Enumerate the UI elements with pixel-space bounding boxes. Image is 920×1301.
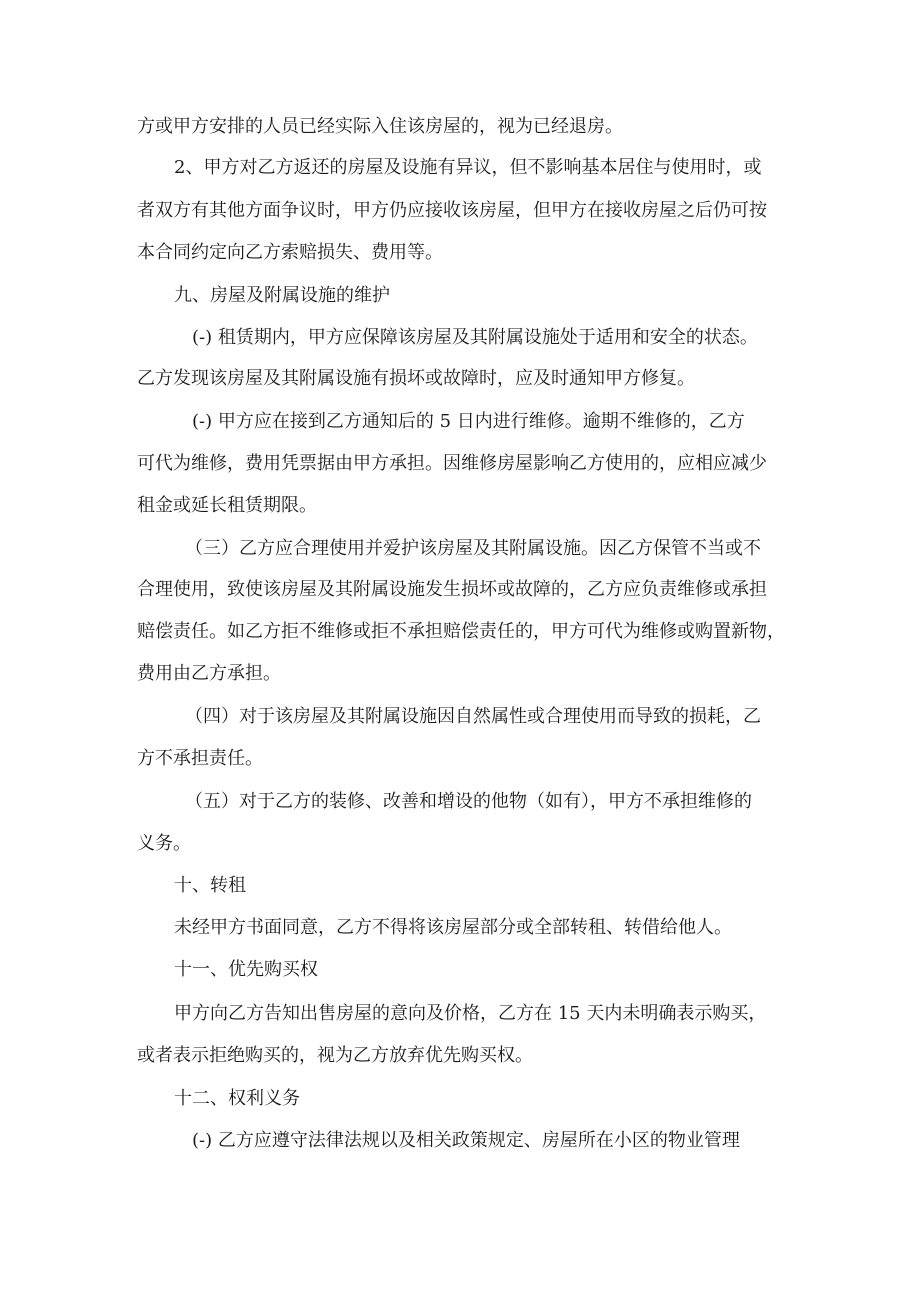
text-line: 租金或延长租赁期限。 <box>137 495 317 516</box>
text-line: 乙方发现该房屋及其附属设施有损坏或故障时，应及时通知甲方修复。 <box>137 368 695 389</box>
section-heading: 九、房屋及附属设施的维护 <box>174 285 390 306</box>
text-line: （四）对于该房屋及其附属设施因自然属性或合理使用而导致的损耗，乙 <box>185 706 761 727</box>
text-line: 可代为维修，费用凭票据由甲方承担。因维修房屋影响乙方使用的，应相应减少 <box>137 453 767 474</box>
text-line: 或者表示拒绝购买的，视为乙方放弃优先购买权。 <box>137 1045 533 1066</box>
text-line: 甲方向乙方告知出售房屋的意向及价格，乙方在 15 天内未明确表示购买， <box>174 1003 767 1024</box>
text-line: 赔偿责任。如乙方拒不维修或拒不承担赔偿责任的，甲方可代为维修或购置新物， <box>137 621 785 642</box>
section-heading: 十一、优先购买权 <box>174 959 318 980</box>
text-line: 者双方有其他方面争议时，甲方仍应接收该房屋，但甲方在接收房屋之后仍可按 <box>137 200 767 221</box>
text-line: 费用由乙方承担。 <box>137 663 281 684</box>
section-heading: 十二、权利义务 <box>174 1088 300 1109</box>
text-line: 义务。 <box>137 833 191 854</box>
section-heading: 十、转租 <box>174 875 246 896</box>
text-line: (-) 乙方应遵守法律法规以及相关政策规定、房屋所在小区的物业管理 <box>192 1130 740 1151</box>
text-line: 未经甲方书面同意，乙方不得将该房屋部分或全部转租、转借给他人。 <box>174 917 732 938</box>
text-line: （五）对于乙方的装修、改善和增设的他物（如有），甲方不承担维修的 <box>185 791 752 812</box>
text-line: 方或甲方安排的人员已经实际入住该房屋的，视为已经退房。 <box>137 116 623 137</box>
text-line: （三）乙方应合理使用并爱护该房屋及其附属设施。因乙方保管不当或不 <box>185 538 761 559</box>
text-line: 本合同约定向乙方索赔损失、费用等。 <box>137 242 443 263</box>
text-line: 2、甲方对乙方返还的房屋及设施有异议，但不影响基本居住与使用时，或 <box>174 157 762 178</box>
text-line: 方不承担责任。 <box>137 748 263 769</box>
text-line: 合理使用，致使该房屋及其附属设施发生损坏或故障的，乙方应负责维修或承担 <box>137 579 767 600</box>
text-line: (-) 甲方应在接到乙方通知后的 5 日内进行维修。逾期不维修的，乙方 <box>192 411 745 432</box>
text-line: (-) 租赁期内，甲方应保障该房屋及其附属设施处于适用和安全的状态。 <box>192 327 758 348</box>
